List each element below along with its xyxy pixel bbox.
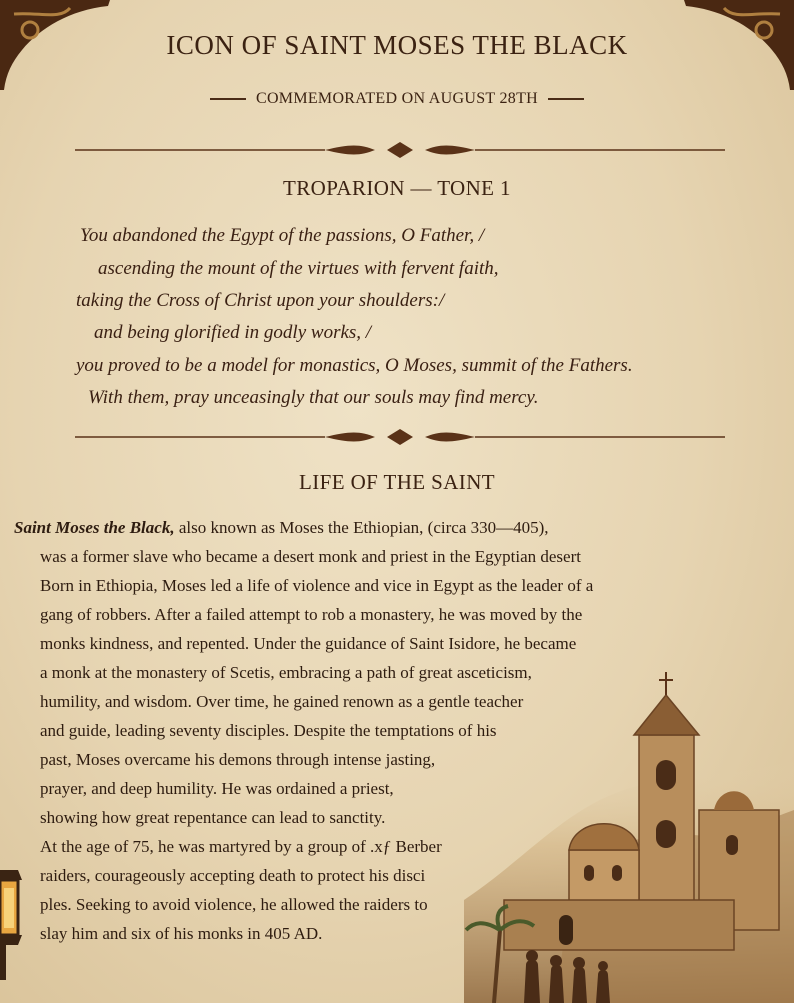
life-line: past, Moses overcame his demons through intense jasting, xyxy=(40,750,436,769)
life-line: Born in Ethiopia, Moses led a life of violence and vice in Egypt as the leader of a xyxy=(40,576,594,595)
troparion-line: and being glorified in godly works, / xyxy=(94,322,372,343)
troparion-line: you proved to be a model for monastics, O Moses, summit of the Fathers. xyxy=(76,355,633,376)
troparion-line: With them, pray unceasingly that our souls may find mercy. xyxy=(88,387,539,408)
life-line: At the age of 75, he was martyred by a group of .xƒ Berber xyxy=(40,837,442,856)
ornamental-divider-top xyxy=(75,140,725,160)
troparion-line: You abandoned the Egypt of the passions, O Father, / xyxy=(80,225,485,246)
troparion-line: ascending the mount of the virtues with fervent faith, xyxy=(98,258,499,279)
commemoration-line xyxy=(0,90,794,108)
life-line: and guide, leading seventy disciples. Despite the temptations of his xyxy=(40,721,497,740)
life-line: ples. Seeking to avoid violence, he allowed the raiders to xyxy=(40,895,428,914)
ornamental-divider-middle xyxy=(75,427,725,447)
troparion-line: taking the Cross of Christ upon your shoulders:/ xyxy=(76,290,445,311)
lantern-icon xyxy=(0,860,26,980)
life-line: humility, and wisdom. Over time, he gained renown as a gentle teacher xyxy=(40,692,524,711)
life-line: slay him and six of his monks in 405 AD. xyxy=(40,924,323,943)
dash-left xyxy=(210,98,246,100)
life-heading: LIFE OF THE SAINT xyxy=(299,470,495,494)
life-line: prayer, and deep humility. He was ordained a priest, xyxy=(40,779,394,798)
life-line-first xyxy=(14,518,549,538)
commemoration-text: COMMEMORATED ON AUGUST 28TH xyxy=(255,90,539,107)
life-line: raiders, courageously accepting death to protect his disci xyxy=(40,866,426,885)
life-line: a monk at the monastery of Scetis, embracing a path of great asceticism, xyxy=(40,663,532,682)
life-line: gang of robbers. After a failed attempt to rob a monastery, he was moved by the xyxy=(40,605,583,624)
life-line: was a former slave who became a desert monk and priest in the Egyptian desert xyxy=(40,547,581,566)
life-lead: Saint Moses the Black, xyxy=(14,518,175,537)
page-title: ICON OF SAINT MOSES THE BLACK xyxy=(166,30,628,60)
life-line: showing how great repentance can lead to sanctity. xyxy=(40,808,386,827)
troparion-heading: TROPARION — TONE 1 xyxy=(283,176,511,200)
dash-right xyxy=(548,98,584,100)
life-line-rest: also known as Moses the Ethiopian, (circa 330—405), xyxy=(174,518,549,537)
life-line: monks kindness, and repented. Under the guidance of Saint Isidore, he became xyxy=(40,634,577,653)
